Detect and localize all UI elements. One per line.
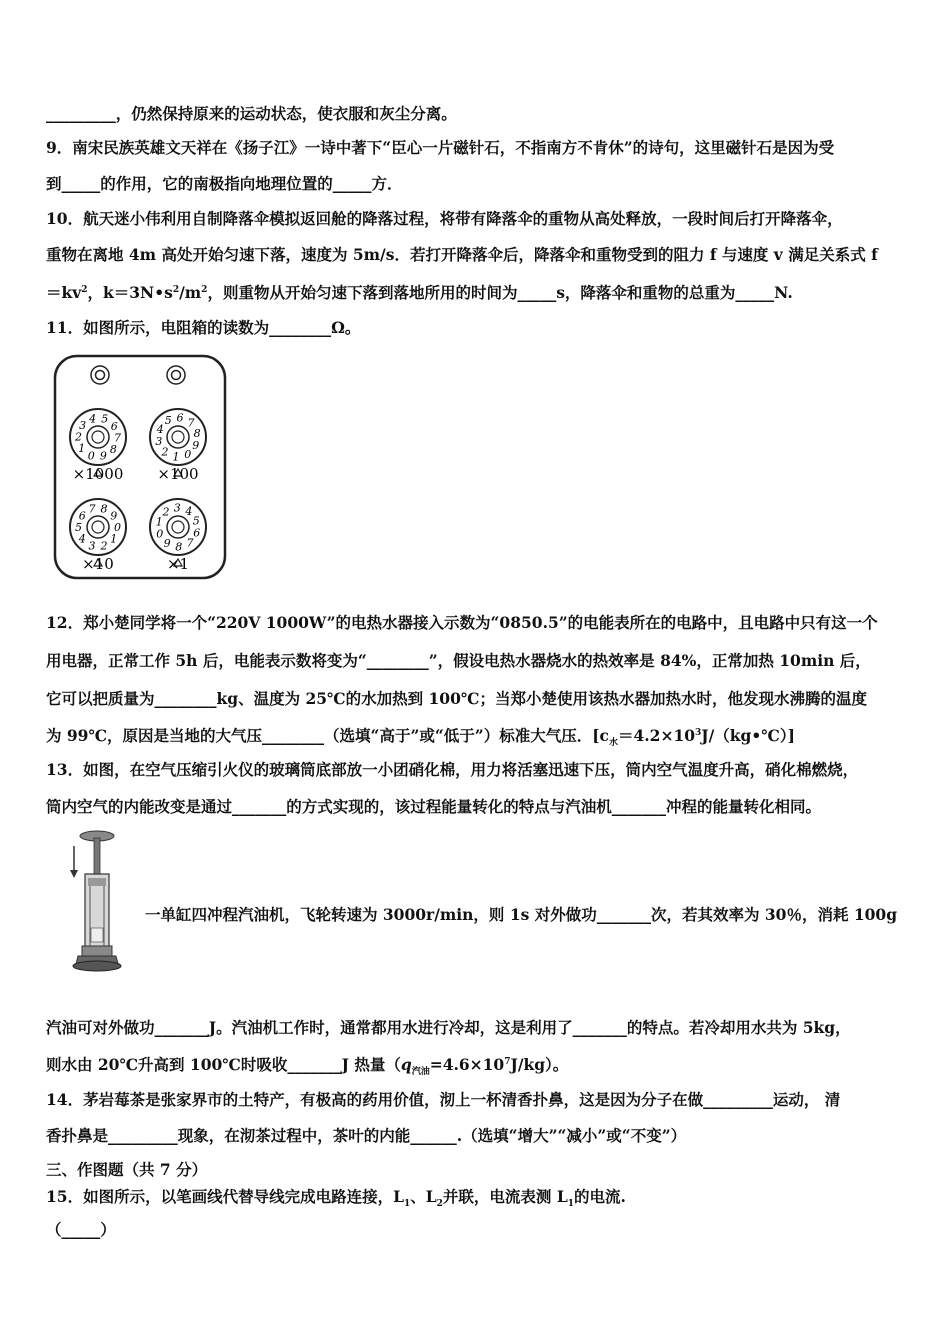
question-9-line-2: 到_____的作用，它的南极指向地理位置的_____方． xyxy=(46,174,403,193)
dial-number: 5 xyxy=(101,412,109,426)
sup-3: 3 xyxy=(695,727,702,738)
question-12-line-1: 12．郑小楚同学将一个“220V 1000W”的电热水器接入示数为“0850.5”的电能表所在的电路中，且电路中只有这一个 xyxy=(46,613,878,632)
dial-number: 4 xyxy=(156,423,164,437)
subscript-water: 水 xyxy=(608,738,618,749)
question-9-line-1: 9．南宋民族英雄文天祥在《扬子江》一诗中著下“臣心一片磁针石，不指南方不肯休”的诗句，这里磁针石是因为受 xyxy=(46,138,835,157)
dial-number: 2 xyxy=(162,505,170,519)
dial-number: 1 xyxy=(78,441,86,455)
dial-number: 6 xyxy=(176,411,184,425)
dial-number: 3 xyxy=(155,435,163,449)
dial-number: 1 xyxy=(110,532,118,546)
sup-2a: 2 xyxy=(81,284,88,295)
question-10-line-1: 10．航天迷小伟利用自制降落伞模拟返回舱的降落过程，将带有降落伞的重物从高处释放，一段时间后打开降落伞， xyxy=(46,209,843,228)
sup-2b: 2 xyxy=(172,284,180,295)
heat-unit: J/kg）。 xyxy=(510,1055,569,1074)
dial-number: 9 xyxy=(163,537,171,551)
question-10-line-3 xyxy=(46,283,793,303)
question-14-line-1: 14．茅岩莓茶是张家界市的土特产，有极高的药用价值，沏上一杯清香扑鼻，这是因为分子在做_________运动， 清 xyxy=(46,1090,841,1109)
dial-number: 7 xyxy=(187,416,195,430)
dial-number: 2 xyxy=(100,539,108,553)
dial-number: 8 xyxy=(100,502,108,516)
question-12-text: 为 99℃，原因是当地的大气压________（选填“高于”或“低于”）标准大气压．[c xyxy=(46,726,609,745)
specific-heat-unit: J/（kg•℃）] xyxy=(701,726,795,745)
dial-number: 9 xyxy=(192,438,200,452)
sup-2c: 2 xyxy=(201,284,208,295)
question-12-line-3: 它可以把质量为________kg、温度为 25℃的水加热到 100℃；当郑小楚使用该热水器加热水时，他发现水沸腾的温度 xyxy=(46,689,867,708)
sub-1a: 1 xyxy=(403,1199,411,1210)
question-13-line-4: 汽油可对外做功_______J。汽油机工作时，通常都用水进行冷却，这是利用了_______的特点。若冷却用水共为 5kg， xyxy=(46,1018,851,1037)
dial-number: 6 xyxy=(193,526,201,540)
resistor-box-figure xyxy=(52,353,228,581)
sub-1b: 1 xyxy=(567,1199,574,1210)
dial-number: 1 xyxy=(155,515,163,529)
sub-2: 2 xyxy=(436,1199,443,1210)
dial-number: 3 xyxy=(79,419,87,432)
dial-number: 7 xyxy=(186,536,194,550)
multiplier-1000: ×1000 xyxy=(72,465,124,483)
question-12-line-2: 用电器，正常工作 5h 后，电能表示数将变为“________”，假设电热水器烧水的热效率是 84%，正常加热 10min 后， xyxy=(46,651,871,670)
dial-number: 2 xyxy=(75,430,82,444)
dial-number: 5 xyxy=(164,414,172,428)
dial-number: 5 xyxy=(75,521,82,534)
dial-number: 8 xyxy=(175,540,183,554)
multiplier-10: ×10 xyxy=(82,555,114,573)
dial-number: 0 xyxy=(114,521,121,534)
air-compression-igniter-figure xyxy=(66,828,128,974)
dial-number: 3 xyxy=(88,539,96,553)
dial-number: 8 xyxy=(109,443,117,456)
question-13-engine-line: 一单缸四冲程汽油机，飞轮转速为 3000r/min，则 1s 对外做功_______次，若其效率为 30％，消耗 100g xyxy=(145,905,898,924)
question-12-line-4 xyxy=(46,726,795,749)
formula-unit: /m xyxy=(179,283,202,302)
dial-number: 4 xyxy=(78,532,86,546)
question-13-line-5 xyxy=(46,1055,569,1078)
question-15 xyxy=(46,1187,626,1210)
dial-number: 9 xyxy=(110,509,118,523)
question-13-line-1: 13．如图，在空气压缩引火仪的玻璃筒底部放一小团硝化棉，用力将活塞迅速下压，筒内空气温度升高，硝化棉燃烧， xyxy=(46,760,859,779)
dial-number: 0 xyxy=(87,449,95,463)
formula-k: ，k＝3N•s xyxy=(87,283,173,302)
heat-text: 则水由 20℃升高到 100℃时吸收_______J 热量（ xyxy=(46,1055,401,1074)
q-symbol: q xyxy=(400,1055,412,1074)
q15-text-3: 并联，电流表测 L xyxy=(442,1187,568,1206)
q15-text-1: 15．如图所示，以笔画线代替导线完成电路连接，L xyxy=(46,1187,404,1206)
heat-value: =4.6×10 xyxy=(429,1055,505,1074)
question-10-rest: ，则重物从开始匀速下落到落地所用的时间为_____s，降落伞和重物的总重为_____N. xyxy=(207,283,793,302)
dial-number: 0 xyxy=(156,527,164,541)
q15-text-4: 的电流. xyxy=(573,1187,626,1206)
q15-text-2: 、L xyxy=(410,1187,437,1206)
subscript-gasoline: 汽油 xyxy=(411,1067,430,1078)
dial-number: 7 xyxy=(88,502,96,516)
dial-number: 6 xyxy=(78,509,86,523)
question-11: 11．如图所示，电阻箱的读数为________Ω。 xyxy=(46,318,361,337)
multiplier-1: ×1 xyxy=(166,555,190,573)
dial-number: 9 xyxy=(99,449,107,463)
dial-number: 7 xyxy=(114,431,121,445)
question-14-line-2: 香扑鼻是_________现象，在沏茶过程中，茶叶的内能______.（选填“增大”“减小”或“不变”） xyxy=(46,1126,687,1145)
dial-number: 5 xyxy=(192,514,200,528)
dial-number: 3 xyxy=(173,501,181,515)
section-3-heading: 三、作图题（共 7 分） xyxy=(46,1160,208,1179)
dial-number: 4 xyxy=(89,412,97,426)
dial-number: 4 xyxy=(185,504,193,518)
dial-number: 0 xyxy=(184,447,192,461)
specific-heat-value: ＝4.2×10 xyxy=(618,726,696,745)
dial-number: 2 xyxy=(161,445,169,459)
formula-f: ＝kv xyxy=(46,283,82,302)
dial-number: 1 xyxy=(172,450,180,464)
dial-number: 8 xyxy=(193,426,201,440)
sup-7: 7 xyxy=(504,1056,511,1067)
question-13-line-2: 筒内空气的内能改变是通过_______的方式实现的，该过程能量转化的特点与汽油机_______冲程的能量转化相同。 xyxy=(46,797,822,816)
dial-number: 6 xyxy=(110,420,118,434)
question-10-line-2: 重物在离地 4m 高处开始匀速下落，速度为 5m/s．若打开降落伞后，降落伞和重物受到的阻力 f 与速度 v 满足关系式 f xyxy=(46,245,878,264)
answer-blank: （_____） xyxy=(46,1220,116,1239)
text-line-1: _________，仍然保持原来的运动状态，使衣服和灰尘分离。 xyxy=(46,104,457,123)
multiplier-100: ×100 xyxy=(157,465,199,483)
